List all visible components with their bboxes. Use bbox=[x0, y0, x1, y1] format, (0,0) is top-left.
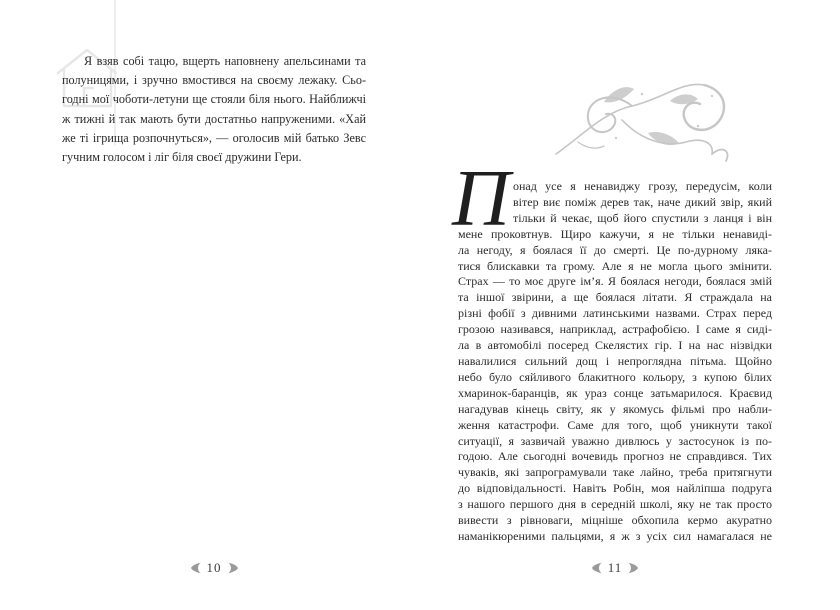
right-page-paragraph bbox=[458, 179, 772, 545]
text-line: Страх — то моє друге ім’я. Я боялася негоди, боялася змій bbox=[458, 274, 772, 289]
text-line: різні фобії з дивними латинськими назвами. Страх перед bbox=[458, 306, 772, 321]
text-line: тися блискавки та грому. Але я не могла цього змінити. bbox=[458, 258, 772, 273]
text-line: з нашого першого дня в середній школі, яку не так просто bbox=[458, 497, 772, 512]
drop-cap: П bbox=[452, 155, 510, 243]
page-number-text: 10 bbox=[206, 560, 222, 575]
flourish-ornament-icon bbox=[552, 72, 738, 168]
text-line: нагадував кінець світу, як у якомусь фільмі про набли- bbox=[458, 401, 772, 416]
text-line: небо було сяйливого блакитного кольору, з купою білих bbox=[458, 369, 772, 384]
text-line: ла в автомобілі посеред Скелястих гір. І на нас нізвідки bbox=[458, 338, 772, 353]
left-page-number bbox=[62, 560, 366, 576]
text-line: чуваків, які запрограмували таке лайно, треба притягнути bbox=[458, 465, 772, 480]
text-line: Я взяв собі тацю, вщерть наповнену апельсинами та bbox=[84, 54, 366, 68]
text-line: мене проковтнув. Щиро кажучи, я не тільки ненавиді- bbox=[458, 226, 772, 241]
text-line: до відповідальності. Навіть Робін, моя найліпша подруга bbox=[458, 481, 772, 496]
text-line: грозою називався, наприклад, астрафобією. І саме я сиді- bbox=[458, 322, 772, 337]
text-line: хмаринок-баранців, як ураз сонце затьмарилося. Краєвид bbox=[458, 385, 772, 400]
text-line: навалилися сильний дощ і непроглядна пітьма. Щойно bbox=[458, 353, 772, 368]
text-line: полуницями, і зручно вмостився на своєму лежаку. Сьо- bbox=[62, 73, 366, 88]
leaf-ornament-left-icon bbox=[190, 562, 201, 574]
left-page-paragraph bbox=[62, 52, 366, 167]
text-line: вивести з рівноваги, міцніше обхопила кермо акуратно bbox=[458, 513, 772, 528]
page-number-text: 11 bbox=[607, 560, 623, 575]
text-line: же ті ігрища розпочнуться», — оголосив мій батько Зевс bbox=[62, 130, 366, 145]
text-line: годою. Але сьогодні вочевидь прогноз не справдився. Тих bbox=[458, 449, 772, 464]
text-line: ситуації, я зазвичай уважно дивлюсь у застосунок із по- bbox=[458, 433, 772, 448]
text-line: тільки й чекає, щоб його спустили з ланця і він bbox=[513, 210, 772, 225]
text-line: ж тижні й так мають бути достатньо напруженими. «Хай bbox=[62, 111, 366, 126]
text-line: ження катастрофи. Саме для того, щоб уникнути такої bbox=[458, 417, 772, 432]
leaf-ornament-right-icon bbox=[628, 562, 639, 574]
leaf-ornament-left-icon bbox=[591, 562, 602, 574]
text-line: вітер виє поміж дерев так, наче дикий звір, який bbox=[513, 194, 772, 209]
text-line: гучним голосом і ліг біля своєї дружини Гери. bbox=[62, 150, 302, 165]
leaf-ornament-right-icon bbox=[228, 562, 239, 574]
right-page-number bbox=[458, 560, 772, 576]
text-line: наманікюреними пальцями, я ж з усіх сил намагалася не bbox=[458, 528, 772, 543]
text-line: та іншої звірини, а ще боялася літати. Я страждала на bbox=[458, 290, 772, 305]
text-line: годні мої чоботи-летуни ще стояли біля нього. Найближчі bbox=[62, 92, 366, 107]
text-line: онад усе я ненавиджу грозу, передусім, коли bbox=[513, 179, 772, 193]
text-line: ла негоду, я боялася її до смерті. Це по-дурному ляка- bbox=[458, 242, 772, 257]
